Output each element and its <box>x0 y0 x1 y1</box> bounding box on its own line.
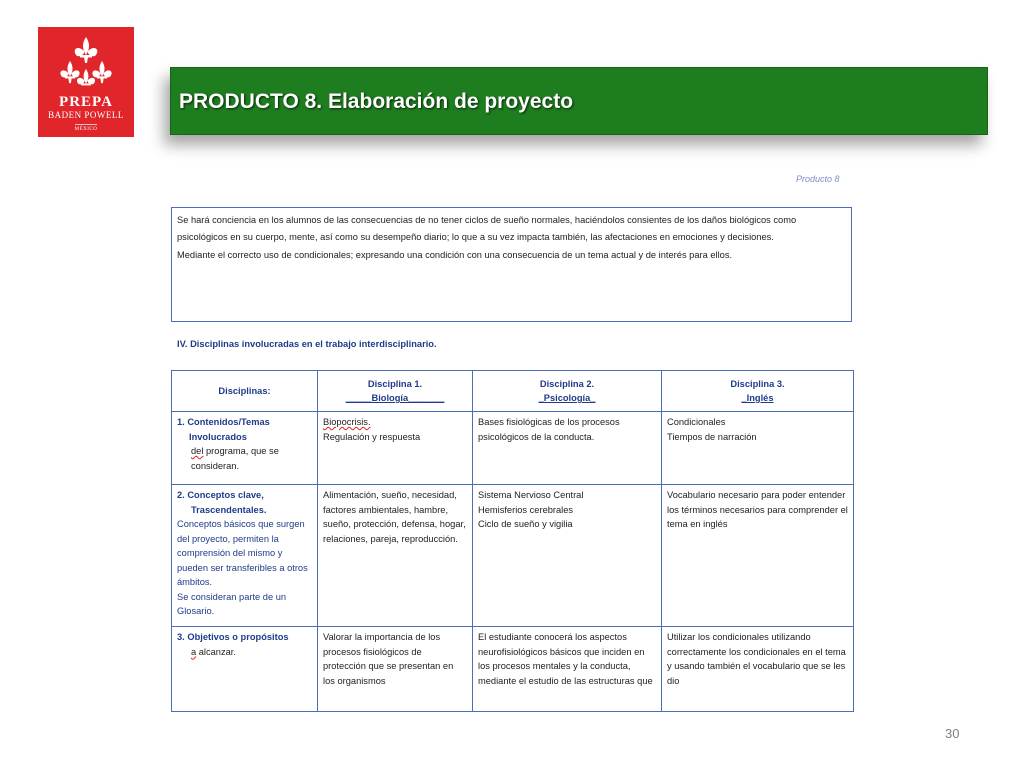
cell-text: Ciclo de sueño y vigilia <box>478 519 573 529</box>
cell-text: Sistema Nervioso Central <box>478 490 584 500</box>
school-logo <box>38 27 134 137</box>
row-2-heading: 2. Conceptos clave, <box>177 490 264 500</box>
table-header-row <box>172 371 854 412</box>
cell-psicologia-objetivos <box>473 627 662 712</box>
cell-biologia-objetivos <box>318 627 473 712</box>
cell-text: Vocabulario necesario para poder entender los términos necesarios para comprender el tema en inglés <box>667 490 848 529</box>
cell-text: Valorar la importancia de los procesos fisiológicos de protección que se presentan en los organismos <box>323 632 454 686</box>
product-label: Producto 8 <box>796 174 840 184</box>
fleur-de-lis-icon <box>56 35 116 93</box>
row-1-heading-2: Involucrados <box>189 431 247 442</box>
cell-text: Utilizar los condicionales utilizando correctamente los condicionales en el tema y usando también el vocabulario que se les dio <box>667 632 846 686</box>
header-discipline-2 <box>473 371 662 412</box>
row-3-description: alcanzar. <box>196 646 236 657</box>
intro-paragraph-1: Se hará conciencia en los alumnos de las consecuencias de no tener ciclos de sueño normales, haciéndolos consientes de los daños biológicos como psicológicos en su cuerpo, mente, así como su desempeño diario; lo que a su vez impacta también, las afectaciones en emociones y decisiones. <box>177 215 797 242</box>
table-row <box>172 627 854 712</box>
logo-country: MÉXICO <box>75 124 98 132</box>
header-disciplinas <box>172 371 318 412</box>
discipline-2-name: _Psicología_ <box>538 393 596 403</box>
cell-text: Bases fisiológicas de los procesos psicológicos de la conducta. <box>478 417 620 442</box>
discipline-2-title: Disciplina 2. <box>539 378 595 389</box>
discipline-1-title: Disciplina 1. <box>367 378 423 389</box>
table-row <box>172 412 854 485</box>
row-header-contenidos <box>172 412 318 485</box>
row-3-heading: 3. Objetivos o propósitos <box>177 632 289 642</box>
cell-biologia-conceptos <box>318 485 473 627</box>
cell-ingles-contenidos <box>662 412 854 485</box>
header-discipline-1 <box>318 371 473 412</box>
row-1-description: programa, que se consideran. <box>191 446 279 471</box>
cell-text: Regulación y respuesta <box>323 431 421 442</box>
header-discipline-3 <box>662 371 854 412</box>
intro-paragraph-2: Mediante el correcto uso de condicionales; expresando una condición con una consecuencia de un tema actual y de interés para ellos. <box>177 250 733 260</box>
cell-ingles-conceptos <box>662 485 854 627</box>
discipline-1-name: _____Biología_______ <box>345 393 445 403</box>
row-header-conceptos <box>172 485 318 627</box>
cell-text: Hemisferios cerebrales <box>478 504 574 515</box>
row-2-description: Conceptos básicos que surgen del proyecto, permiten la comprensión del mismo y pueden ser transferibles a otros ámbitos. <box>177 519 308 587</box>
discipline-3-name: _Inglés <box>741 393 774 403</box>
title-banner <box>170 67 988 135</box>
disciplines-table <box>171 370 854 712</box>
cell-biologia-contenidos <box>318 412 473 485</box>
row-1-word: del <box>191 446 204 456</box>
cell-text: Condicionales <box>667 417 726 427</box>
row-2-heading-2: Trascendentales. <box>191 504 267 515</box>
cell-psicologia-conceptos <box>473 485 662 627</box>
row-1-heading: 1. Contenidos/Temas <box>177 417 270 427</box>
header-label: Disciplinas: <box>218 385 271 396</box>
cell-psicologia-contenidos <box>473 412 662 485</box>
logo-title: PREPA <box>59 94 113 110</box>
logo-subtitle: BADEN POWELL <box>48 110 124 120</box>
table-row <box>172 485 854 627</box>
row-2-description-2: Se consideran parte de un Glosario. <box>177 591 287 616</box>
cell-text: El estudiante conocerá los aspectos neurofisiológicos básicos que inciden en los procesos mentales y la conducta, mediante el estudio de las estructuras que <box>478 632 653 686</box>
page-number: 30 <box>945 726 960 741</box>
slide-title: PRODUCTO 8. Elaboración de proyecto <box>179 90 574 113</box>
row-header-objetivos <box>172 627 318 712</box>
cell-text: Tiempos de narración <box>667 431 757 442</box>
section-title: IV. Disciplinas involucradas en el trabajo interdisciplinario. <box>177 339 437 349</box>
row-3-word: a <box>191 646 197 657</box>
discipline-3-title: Disciplina 3. <box>730 378 785 389</box>
intro-box <box>171 207 852 322</box>
cell-text: Biopocrisis. <box>323 417 371 427</box>
cell-text: Alimentación, sueño, necesidad, factores ambientales, hambre, sueño, protección, defensa, hogar, relaciones, pareja, reproducción. <box>323 490 466 544</box>
cell-ingles-objetivos <box>662 627 854 712</box>
